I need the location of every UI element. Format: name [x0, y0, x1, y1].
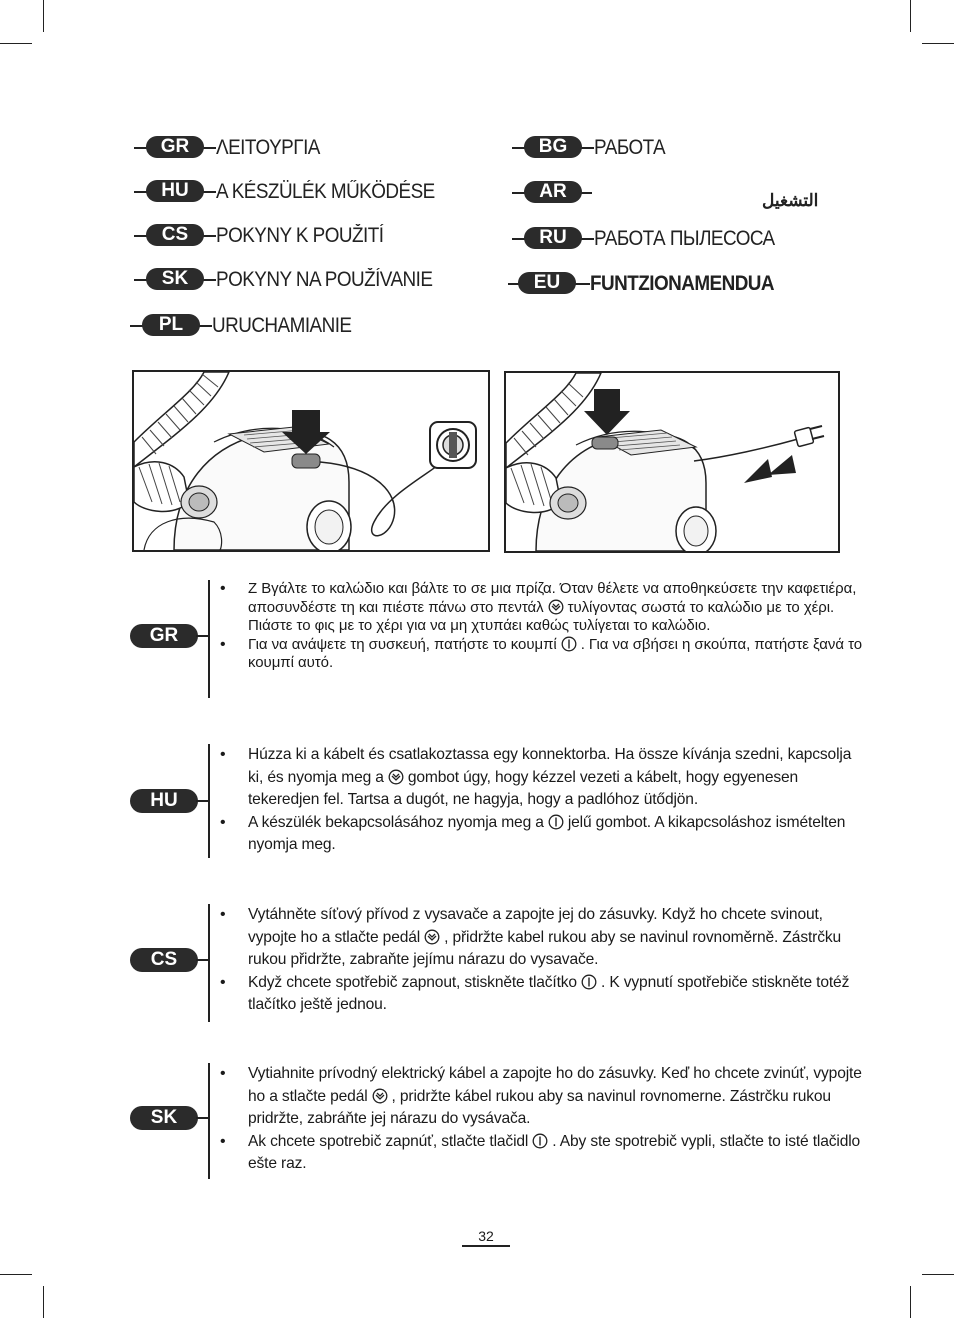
crop-mark [922, 43, 954, 44]
heading-title: ΛΕΙΤΟΥΡΓΙΑ [216, 136, 320, 159]
pedal-icon [548, 599, 564, 615]
crop-mark [0, 1274, 32, 1275]
heading-title: التشغيل [762, 191, 819, 210]
heading-title: A KÉSZÜLÉK MŰKÖDÉSE [216, 180, 435, 203]
language-badge-sk: SK [130, 1106, 198, 1130]
instruction-text: . Για να σβήσει η σκούπα, πατήστε ξανά το κουμπί αυτό. [248, 635, 863, 672]
list-item [218, 744, 868, 812]
language-badge-cs: CS [130, 948, 198, 972]
instruction-text: . K vypnutí spotřebiče stiskněte totéž tlačítko ještě jednou. [248, 973, 850, 1013]
vacuum-plug-illustration [134, 372, 488, 550]
crop-mark [910, 1286, 911, 1318]
instruction-list [218, 904, 868, 1017]
instruction-text: Vytáhněte síťový přívod z vysavače a zapojte jej do zásuvky. Když ho chcete svinout, vypojte ho a stlačte pedál [248, 906, 823, 946]
section-hu [130, 744, 870, 860]
heading-title: РАБОТА ПЫЛЕСОСА [594, 227, 775, 250]
section-cs [130, 904, 870, 1024]
power-icon [532, 1133, 548, 1149]
instruction-list [218, 744, 868, 857]
instruction-text: Vytiahnite prívodný elektrický kábel a zapojte ho do zásuvky. Keď ho chcete zvinúť, vypojte ho a stlačte pedál [248, 1065, 862, 1105]
language-badge-hu: HU [130, 789, 198, 813]
crop-mark [910, 0, 911, 32]
figure-rewind-cable [504, 371, 840, 553]
instruction-text: , přidržte kabel rukou aby se navinul rovnoměrně. Zástrčku rukou přidržte, zabraňte jejímu nárazu do vysavače. [248, 928, 842, 968]
language-badge-gr: GR [146, 136, 204, 158]
section-sk [130, 1063, 870, 1181]
pedal-icon [388, 769, 404, 785]
page-number-underline [462, 1245, 510, 1247]
heading-title: URUCHAMIANIE [212, 314, 352, 337]
list-item [218, 580, 868, 636]
figure-plug-in [132, 370, 490, 552]
heading-title: POKYNY K POUŽITÍ [216, 224, 384, 247]
crop-mark [0, 43, 32, 44]
list-item [218, 1063, 868, 1131]
instruction-text: Ζ Βγάλτε το καλώδιο και βάλτε το σε μια πρίζα. Όταν θέλετε να αποθηκεύσετε την καφετιέρα, αποσυνδέστε τη και πιέστε πάνω στο πεντάλ [248, 580, 857, 616]
instruction-list [218, 580, 868, 673]
list-item [218, 636, 868, 673]
instruction-text: gombot úgy, hogy kézzel vezeti a kábelt, hogy egyenesen tekeredjen fel. Tartsa a dugót, ne hagyja, hogy a padlóhoz ütődjön. [248, 768, 799, 808]
language-badge-gr: GR [130, 624, 198, 648]
heading-title: POKYNY NA POUŽÍVANIE [216, 268, 433, 291]
instruction-text: Húzza ki a kábelt és csatlakoztassa egy konnektorba. Ha össze kívánja szedni, kapcsolja ki, és nyomja meg a [248, 746, 852, 786]
power-icon [581, 974, 597, 990]
language-badge-pl: PL [142, 314, 200, 336]
section-gr [130, 580, 870, 700]
language-badge-ru: RU [524, 227, 582, 249]
crop-mark [43, 0, 44, 32]
pedal-icon [372, 1088, 388, 1104]
instruction-text: , pridržte kábel rukou aby sa navinul rovnomerne. Zástrčku rukou pridržte, zabráňte jej nárazu do vysávača. [248, 1087, 831, 1127]
instruction-text: Για να ανάψετε τη συσκευή, πατήστε το κουμπί [248, 635, 557, 653]
instruction-text: Ak chcete spotrebič zapnúť, stlačte tlačidl [248, 1132, 529, 1150]
power-icon [561, 636, 577, 652]
crop-mark [922, 1274, 954, 1275]
language-badge-hu: HU [146, 180, 204, 202]
instruction-list [218, 1063, 868, 1176]
instruction-text: jelű gombot. A kikapcsoláshoz ismételten nyomja meg. [248, 813, 846, 853]
heading-title: FUNTZIONAMENDUA [590, 272, 775, 295]
list-item [218, 812, 868, 857]
crop-mark [43, 1286, 44, 1318]
vacuum-rewind-illustration [506, 373, 838, 551]
instruction-text: Když chcete spotřebič zapnout, stiskněte tlačítko [248, 973, 577, 991]
instruction-text: . Aby ste spotrebič vypli, stlačte to isté tlačidlo ešte raz. [248, 1132, 861, 1172]
language-badge-cs: CS [146, 224, 204, 246]
page-number: 32 [478, 1228, 494, 1244]
power-icon [548, 814, 564, 830]
list-item [218, 1131, 868, 1176]
instruction-text: A készülék bekapcsolásához nyomja meg a [248, 813, 544, 831]
instruction-text: τυλίγοντας σωστά το καλώδιο με το χέρι. Πιάστε το φις με το χέρι για να μη χτυπάει καθώς τυλίγεται το καλώδιο. [248, 598, 835, 635]
list-item [218, 972, 868, 1017]
language-badge-ar: AR [524, 181, 582, 203]
list-item [218, 904, 868, 972]
language-badge-eu: EU [518, 272, 576, 294]
language-badge-bg: BG [524, 136, 582, 158]
language-badge-sk: SK [146, 268, 204, 290]
heading-title: РАБОТА [594, 136, 666, 159]
pedal-icon [424, 929, 440, 945]
